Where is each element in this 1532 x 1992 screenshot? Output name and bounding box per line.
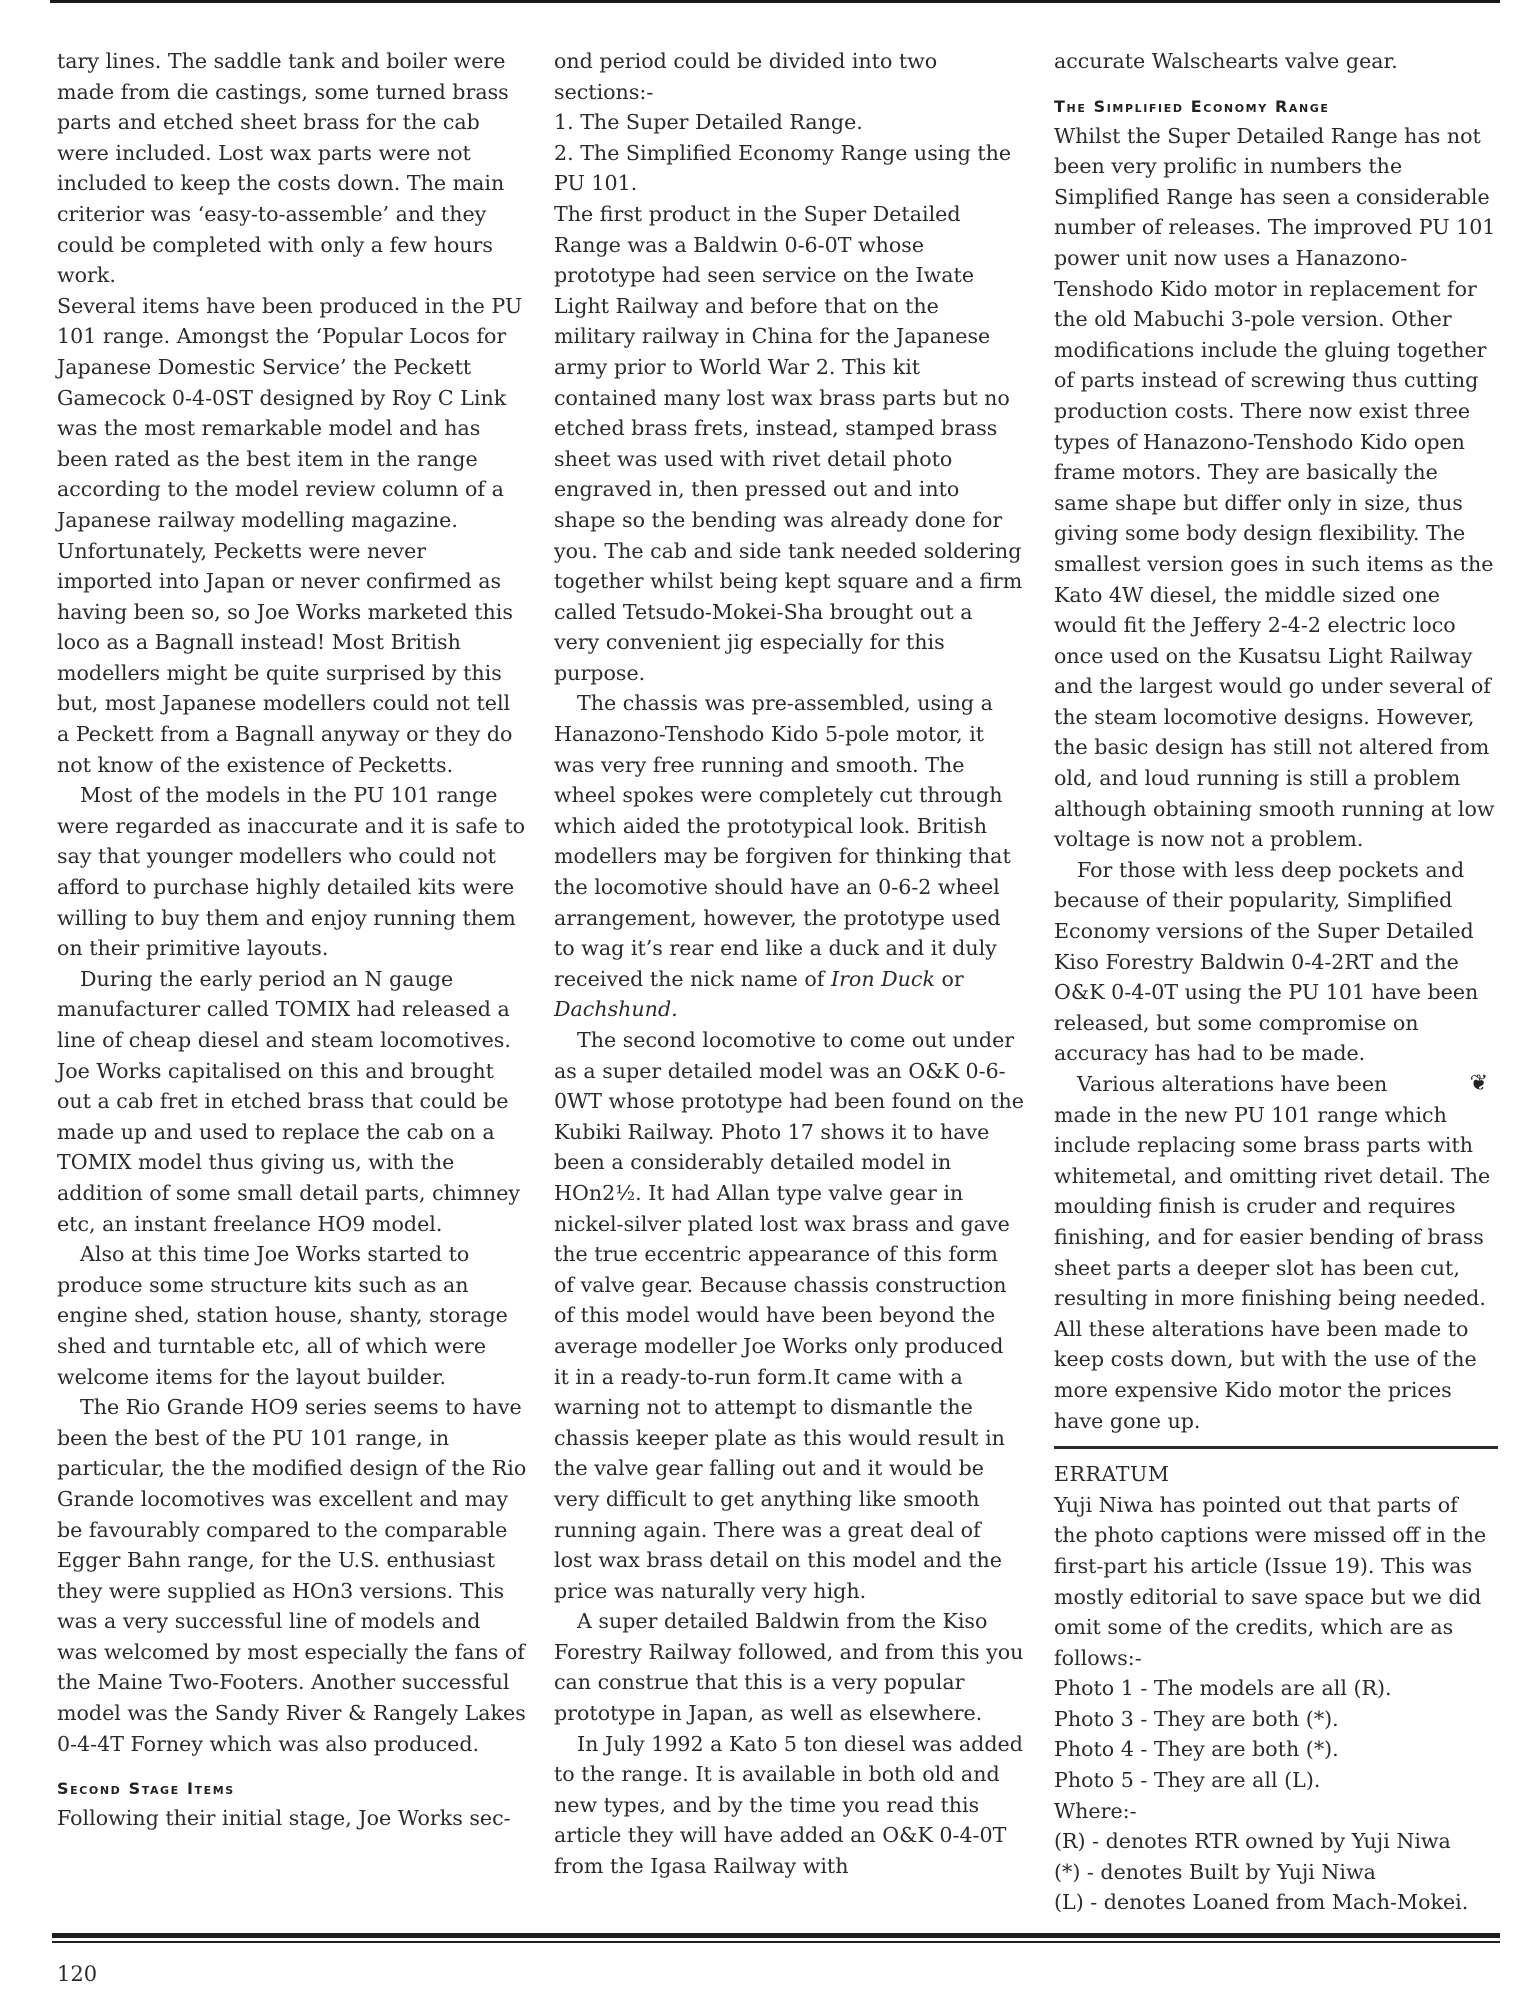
- bottom-rule-thin: [52, 1941, 1500, 1943]
- paragraph: Whilst the Super Detailed Range has not been very prolific in numbers the Simplified Range has seen a considerable number of releases. The improved PU 101 power unit now uses a Hanazono-Tenshodo Kido motor in replacement for the old Mabuchi 3-pole version. Other modifications include the gluing together of parts instead of screwing thus cutting production costs. There now exist three types of Hanazono-Tenshodo Kido open frame motors. They are basically the same shape but differ only in size, thus giving some body design flexibility. The smallest version goes in such items as the Kato 4W diesel, the middle sized one would fit the Jeffery 2-4-2 electric loco once used on the Kusatsu Light Railway and the largest would go under several of the steam locomotive designs. However, the basic design has still not altered from old, and loud running is still a problem although obtaining smooth running at low voltage is now not a problem.: [1054, 123, 1496, 852]
- page-number: 120: [57, 1962, 98, 1986]
- paragraph: Following their initial stage, Joe Works sec-: [57, 1806, 511, 1831]
- paragraph: For those with less deep pockets and because of their popularity, Simplified Economy versions of the Super Detailed Kiso Forestry Baldwin 0-4-2RT and the O&K 0-4-0T using the PU 101 have been released, but some compromise on accuracy has had to be made.: [1054, 857, 1479, 1066]
- erratum-divider: [1054, 1446, 1498, 1449]
- erratum-line: Photo 4 - They are both (*).: [1054, 1737, 1339, 1762]
- erratum-line: (*) - denotes Built by Yuji Niwa: [1054, 1859, 1376, 1884]
- erratum-line: Photo 3 - They are both (*).: [1054, 1706, 1339, 1731]
- paragraph: The second locomotive to come out under as a super detailed model was an O&K 0-6-0WT whose prototype had been found on the Kubiki Railway. Photo 17 shows it to have been a considerably detailed model in HOn2½. It had Allan type valve gear in nickel-silver plated lost wax brass and gave the true eccentric appearance of this form of valve gear. Because chassis construction of this model would have been beyond the average modeller Joe Works only produced it in a ready-to-run form.It came with a warning not to attempt to dismantle the chassis keeper plate as this would result in the valve gear falling out and it would be very difficult to get anything like smooth running again. There was a great deal of lost wax brass detail on this model and the price was naturally very high.: [554, 1028, 1024, 1603]
- paragraph: During the early period an N gauge manufacturer called TOMIX had released a line of cheap diesel and steam locomotives. Joe Works capitalised on this and brought out a cab fret in etched brass that could be made up and used to replace the cab on a TOMIX model thus giving us, with the addition of some small detail parts, chimney etc, an instant freelance HO9 model.: [57, 966, 521, 1236]
- column-1: [57, 46, 527, 1834]
- erratum-line: (L) - denotes Loaned from Mach-Mokei.: [1054, 1890, 1469, 1915]
- paragraph: [554, 688, 1024, 1025]
- paragraph: accurate Walschearts valve gear.: [1054, 49, 1398, 73]
- erratum-line: (R) - denotes RTR owned by Yuji Niwa: [1054, 1829, 1451, 1854]
- paragraph: Also at this time Joe Works started to produce some structure kits such as an engine shed, station house, shanty, storage shed and turntable etc, all of which were welcome items for the layout builder.: [57, 1242, 508, 1389]
- erratum-line: Photo 1 - The models are all (R).: [1054, 1676, 1392, 1701]
- paragraph: ond period could be divided into two sections:-: [554, 49, 938, 104]
- section-heading-second-stage: Second Stage Items: [57, 1779, 235, 1799]
- list-item: 2. The Simplified Economy Range using the PU 101.: [554, 140, 1012, 196]
- paragraph: In July 1992 a Kato 5 ton diesel was added to the range. It is available in both old and new types, and by the time you read this article they will have added an O&K 0-4-0T from the Igasa Railway with: [554, 1731, 1023, 1879]
- paragraph: Most of the models in the PU 101 range were regarded as inaccurate and it is safe to say that younger modellers who could not afford to purchase highly detailed kits were willing to buy them and enjoy running them on their primitive layouts.: [57, 783, 526, 961]
- end-mark-icon: ❦: [1469, 1071, 1488, 1096]
- paragraph: A super detailed Baldwin from the Kiso Forestry Railway followed, and from this you can construe that this is a very popular prototype in Japan, as well as elsewhere.: [554, 1609, 1024, 1726]
- paragraph: The first product in the Super Detailed Range was a Baldwin 0-6-0T whose prototype had seen service on the Iwate Light Railway and before that on the military railway in China for the Japanese army prior to World War 2. This kit contained many lost wax brass parts but no etched brass frets, instead, stamped brass sheet was used with rivet detail photo engraved in, then pressed out and into shape so the bending was already done for you. The cab and side tank needed soldering together whilst being kept square and a firm called Tetsudo-Mokei-Sha brought out a very convenient jig especially for this purpose.: [554, 201, 1023, 685]
- top-rule: [50, 0, 1500, 3]
- column-3: [1054, 46, 1498, 1918]
- italic-name-dachshund: Dachshund.: [554, 997, 678, 1022]
- bottom-rule: [52, 1933, 1500, 1938]
- paragraph: [1054, 1069, 1498, 1436]
- section-heading-simplified-economy: The Simplified Economy Range: [1054, 96, 1330, 116]
- erratum-paragraph: Yuji Niwa has pointed out that parts of the photo captions were missed off in the first-part his article (Issue 19). This was mostly editorial to save space but we did omit some of the credits, which are as follows:-: [1054, 1492, 1487, 1670]
- column-2: [554, 46, 1024, 1882]
- italic-name-iron-duck: Iron Duck: [830, 966, 935, 991]
- list-item: 1. The Super Detailed Range.: [554, 110, 863, 135]
- erratum-line: Photo 5 - They are all (L).: [1054, 1768, 1321, 1793]
- paragraph-text: or: [934, 966, 964, 991]
- paragraph: The Rio Grande HO9 series seems to have been the best of the PU 101 range, in particular, the the modified design of the Rio Grande locomotives was excellent and may be favourably compared to the comparable Egger Bahn range, for the U.S. enthusiast they were supplied as HOn3 versions. This was a very successful line of models and was welcomed by most especially the fans of the Maine Two-Footers. Another successful model was the Sandy River & Rangely Lakes 0-4-4T Forney which was also produced.: [57, 1395, 527, 1756]
- paragraph-text: Various alterations have been made in the new PU 101 range which include replacing some brass parts with whitemetal, and omitting rivet detail. The moulding finish is cruder and requires finishing, and for easier bending of brass sheet parts a deeper slot has been cut, resulting in more finishing being needed. All these alterations have been made to keep costs down, but with the use of the more expensive Kido motor the prices have gone up.: [1054, 1072, 1491, 1433]
- paragraph-text: The chassis was pre-assembled, using a Hanazono-Tenshodo Kido 5-pole motor, it was very free running and smooth. The wheel spokes were completely cut through which aided the prototypical look. British modellers may be forgiven for thinking that the locomotive should have an 0-6-2 wheel arrangement, however, the prototype used to wag it’s rear end like a duck and it duly received the nick name of: [554, 691, 1011, 991]
- erratum-title: ERRATUM: [1054, 1462, 1170, 1487]
- erratum-line: Where:-: [1054, 1798, 1137, 1823]
- paragraph: tary lines. The saddle tank and boiler were made from die castings, some turned brass parts and etched sheet brass for the cab were included. Lost wax parts were not included to keep the costs down. The main criterior was ‘easy-to-assemble’ and they could be completed with only a few hours work.: [57, 49, 509, 288]
- paragraph: Several items have been produced in the PU 101 range. Amongst the ‘Popular Locos for Japanese Domestic Service’ the Peckett Gamecock 0-4-0ST designed by Roy C Link was the most remarkable model and has been rated as the best item in the range according to the model review column of a Japanese railway modelling magazine. Unfortunately, Pecketts were never imported into Japan or never confirmed as having been so, so Joe Works marketed this loco as a Bagnall instead! Most British modellers might be quite surprised by this but, most Japanese modellers could not tell a Peckett from a Bagnall anyway or they do not know of the existence of Pecketts.: [57, 293, 523, 777]
